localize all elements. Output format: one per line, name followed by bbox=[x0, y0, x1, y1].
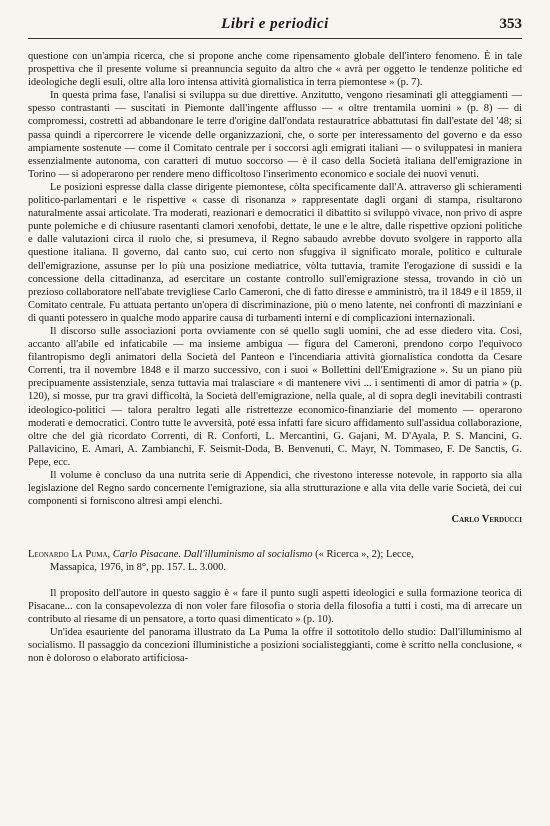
review-signature: Carlo Verducci bbox=[451, 514, 522, 526]
review-text bbox=[28, 587, 522, 666]
review-citation bbox=[28, 548, 522, 574]
paragraph: Le posizioni espresse dalla classe dirigente piemontese, còlta specificamente dall'A. attraverso gli schieramenti politico-parlamentari e le rispettive « casse di risonanza » rappresentate dagli organi di stampa, risultarono naturalmente assai articolate. Tra moderati, reazionari e democratici il dibattito si sviluppò vivace, non privo di aspre punte polemiche e di chiusure rasentanti clamori xenofobi, dettate, le une e le altre, dalle rispettive opzioni politiche e dalle valutazioni circa il ruolo che, si presumeva, il Regno sabaudo avrebbe dovuto svolgere in rapporto alla questione italiana. Il governo, dal canto suo, cui certo non sfuggiva il significato morale, politico e culturale dell'emigrazione, assunse per lo più una posizione mediatrice, vòlta tuttavia, tramite l'erogazione di sussidi e la concessione della cittadinanza, ad esercitare un costante controllo sull'emigrazione stessa, trovando in ciò un prezioso collaboratore nell'abate trevigliese Carlo Cameroni, che di fatto diresse e amministrò, tra il 1849 e il 1859, il Comitato centrale. Fu attuata pertanto un'opera di discriminazione, più o meno latente, nei confronti di mazziniani e di quanti potessero in qualche modo apparire causa di turbamenti interni e di complicazioni internazionali. bbox=[28, 181, 522, 324]
book-review bbox=[28, 548, 522, 665]
paragraph: Un'idea esauriente del panorama illustrato da La Puma la offre il sottotitolo dello studio: Dall'illuminismo al socialismo. Il passaggio da concezioni illuministiche a posizioni socialisteggianti, come è scritto nella conclusione, « non è doloroso o elaborato artificiosa- bbox=[28, 626, 522, 665]
review-book-title: Carlo Pisacane. Dall'illuminismo al socialismo bbox=[112, 549, 313, 561]
running-header bbox=[28, 16, 522, 39]
paragraph: questione con un'ampia ricerca, che si propone anche come ripensamento globale dell'intero fenomeno. È in tale prospettiva che il presente volume si preannuncia seguito da altro che « avrà per oggetto le tendenze politiche ed ideologiche degli esuli, oltre alla loro intensa attività giornalistica in terra piemontese » (p. 7). bbox=[28, 51, 522, 89]
page-number: 353 bbox=[499, 16, 522, 32]
running-title: Libri e periodici bbox=[221, 16, 329, 32]
paragraph: Il discorso sulle associazioni porta ovviamente con sé quello sugli uomini, che ad esse diedero vita. Così, accanto all'abile ed infaticabile — ma insieme ambigua — figura del Cameroni, prendono corpo l'equivoco filantropismo degli animatori della Società del Panteon e l'incendiaria attività giornalistica condotta da Cesare Correnti, tra il novembre 1848 e il marzo successivo, con i suoi « Bollettini dell'Emigrazione ». Su un piano più precipuamente assistenziale, senza tuttavia mai tralasciare « di mantenere vivi ... i sentimenti di amor di patria » (p. 120), si mosse, pur tra gravi difficoltà, la Società dell'emigrazione, nella quale, al di sopra degli inevitabili contrasti ideologico-politici — talora peraltro legati alle ristrettezze economico-finanziarie del momento — operarono moderati e democratici. Contro tutte le avversità, poté essa infatti fare sicuro affidamento sull'assidua collaborazione, oltre che del già ricordato Correnti, di R. Conforti, L. Mercantini, G. Gajani, M. D'Ayala, P. S. Mancini, G. Pallavicino, E. Amari, A. Zambianchi, F. Seismit-Doda, B. Benvenuti, C. Mayr, N. Tommaseo, F. De Sanctis, G. Pepe, ecc. bbox=[28, 325, 522, 468]
paragraph: In questa prima fase, l'analisi si sviluppa su due direttive. Anzitutto, vengono riesaminati gli atteggiamenti — spesso contrastanti — suscitati in Piemonte dall'ingente afflusso — « oltre trentamila uomini » (p. 8) — di compromessi, costretti ad abbandonare le terre d'origine dall'ondata restauratrice abbattutasi fin dall'estate del '48; si passa quindi a ripercorrere le vicende delle organizzazioni, che, o sorte per interessamento del governo e da esso ampiamente sostenute — come il Comitato centrale per i soccorsi agli emigrati italiani — o sviluppatesi in maniera essenzialmente autonoma, con caratteri di mutuo soccorso — è il caso della Società italiana dell'emigrazione in Torino — si adoperarono per rendere meno difficoltoso l'inserimento economico e sociale dei nuovi venuti. bbox=[28, 90, 522, 180]
review-book-series: (« Ricerca », 2); Lecce, bbox=[312, 549, 414, 561]
paragraph: Il proposito dell'autore in questo saggio è « fare il punto sugli aspetti ideologici e sulla formazione teorica di Pisacane... con la consapevolezza di non voler fare filosofia o storia della filosofia a tutti i costi, ma di arrecare un contributo al riesame di un pensatore, a torto quasi dimenticato » (p. 10). bbox=[28, 587, 522, 625]
review-book-author: Leonardo La Puma, bbox=[28, 549, 111, 561]
page-body bbox=[28, 50, 522, 665]
paragraph: Il volume è concluso da una nutrita serie di Appendici, che rivestono interesse notevole, in rapporto sia alla legislazione del Regno sardo concernente l'emigrazione, sia alla strutturazione e alla vita delle varie Società, dei cui componenti si forniscono altresì ampi elenchi. bbox=[28, 470, 522, 508]
review-book-publication: Massapica, 1976, in 8°, pp. 157. L. 3.000. bbox=[50, 562, 226, 574]
